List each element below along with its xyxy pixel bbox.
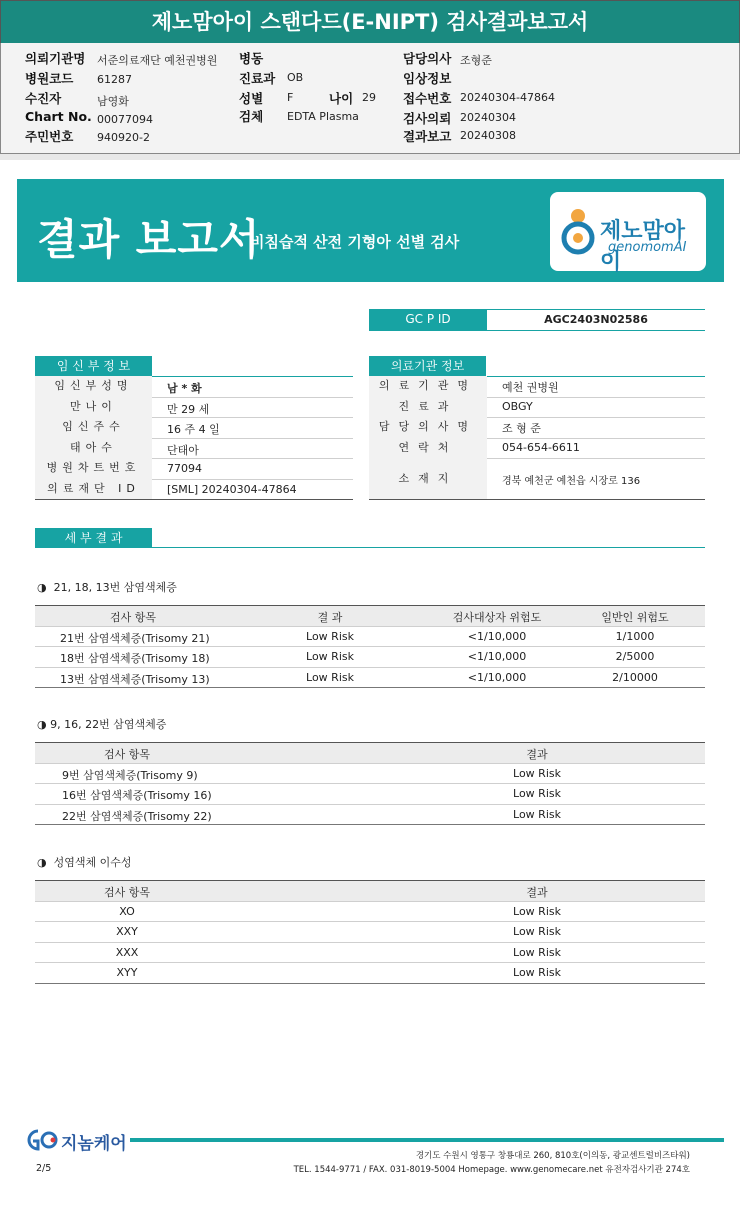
column-header: 결과 — [526, 886, 548, 899]
medical-field-label: 소재지 — [369, 458, 487, 499]
section1-title — [37, 579, 177, 595]
table-cell: 9번 삼염색체증(Trisomy 9) — [62, 768, 198, 782]
receipt-value: 20240304-47864 — [460, 91, 555, 104]
clinical-label: 임상정보 — [403, 71, 452, 86]
column-header: 일반인 위험도 — [601, 611, 669, 624]
receipt-label: 접수번호 — [403, 91, 452, 106]
footer-address: 경기도 수원시 영통구 창룡대로 260, 810호(이의동, 광교센트럴비즈타워) — [415, 1151, 690, 1161]
report-title: 제노맘아이 스탠다드(E-NIPT) 검사결과보고서 — [0, 0, 740, 44]
table-cell: <1/10,000 — [467, 629, 527, 643]
pregnant-info-header: 임 신 부 정 보 — [35, 356, 152, 376]
resident-value: 940920-2 — [97, 131, 150, 144]
row-divider — [35, 921, 705, 922]
institution-label: 의뢰기관명 — [25, 51, 86, 66]
table-cell: 2/5000 — [615, 650, 655, 663]
hospital-code-value: 61287 — [97, 73, 132, 86]
gcp-bottom-line — [369, 330, 705, 331]
pregnant-field-label: 태아수 — [35, 438, 152, 459]
section2-title — [37, 716, 166, 732]
gcp-id-value: AGC2403N02586 — [544, 313, 648, 326]
column-header: 결과 — [526, 748, 548, 761]
column-header: 검사 항목 — [109, 611, 156, 624]
banner-title: 결과 보고서 — [37, 215, 261, 264]
row-divider — [35, 962, 705, 963]
dept-value: OB — [287, 71, 304, 84]
section1-title-text: 21, 18, 13번 삼염색체증 — [53, 581, 177, 594]
row-divider — [35, 783, 705, 784]
resident-label: 주민번호 — [25, 129, 74, 144]
mother-baby-icon — [558, 206, 598, 256]
table-cell: Low Risk — [513, 766, 561, 780]
pregnant-field-value: 단태아 — [167, 443, 199, 457]
medical-field-label: 담당의사명 — [369, 417, 487, 438]
medical-info-header: 의료기관 정보 — [369, 356, 486, 376]
report-date-value: 20240308 — [460, 129, 516, 142]
pregnant-field-value: 만 29 세 — [167, 402, 210, 416]
doctor-label: 담당의사 — [403, 51, 452, 66]
pregnant-field-value: [SML] 20240304-47864 — [167, 482, 297, 496]
genomom-logo — [550, 192, 706, 275]
row-divider — [35, 804, 705, 805]
half-circle-icon: ◑ — [37, 581, 47, 594]
table-cell: Low Risk — [306, 650, 354, 663]
dept-label: 진료과 — [239, 71, 276, 86]
column-header: 결 과 — [317, 611, 343, 624]
chart-value: 00077094 — [97, 113, 153, 126]
request-label: 검사의뢰 — [403, 111, 452, 126]
column-header: 검사 항목 — [103, 886, 150, 899]
table-cell: Low Risk — [306, 670, 354, 684]
medical-field-value: 경북 예천군 예천읍 시장로 136 — [502, 475, 641, 487]
table-cell: Low Risk — [513, 945, 561, 959]
age-label: 나이 — [329, 91, 354, 106]
section2-title-text: 9, 16, 22번 삼염색체증 — [50, 718, 167, 731]
header-separator — [0, 154, 740, 160]
logo-text: 지놈케어 — [61, 1134, 127, 1154]
pregnant-field-label: 만나이 — [35, 397, 152, 418]
medical-field-value: OBGY — [502, 399, 533, 413]
table-cell: 1/1000 — [615, 629, 655, 643]
institution-value: 서준의료재단 예천권병원 — [97, 54, 218, 67]
table-cell: Low Risk — [513, 807, 561, 821]
table-cell: 2/10000 — [612, 670, 658, 684]
footer-line — [130, 1138, 724, 1142]
specimen-label: 검체 — [239, 109, 264, 124]
patient-info-panel — [0, 43, 740, 154]
logo-subtitle: genomomAI — [608, 240, 687, 255]
banner-subtitle: 비침습적 산전 기형아 선별 검사 — [250, 233, 460, 251]
pregnant-field-label: 임신부성명 — [35, 376, 152, 397]
medical-field-value: 조 형 준 — [502, 422, 541, 436]
pregnant-field-label: 임신주수 — [35, 417, 152, 438]
specimen-value: EDTA Plasma — [287, 110, 359, 123]
table-cell: 21번 삼염색체증(Trisomy 21) — [60, 631, 210, 645]
sex-value: F — [287, 91, 294, 104]
ward-label: 병동 — [239, 51, 264, 66]
section3-title-text: 성염색체 이수성 — [53, 856, 132, 869]
pregnant-field-label: 병원차트번호 — [35, 458, 152, 479]
footer-contact: TEL. 1544-9771 / FAX. 031-8019-5004 Homepage. www.genomecare.net 유전자검사기관 274호 — [293, 1165, 690, 1175]
pregnant-field-label: 의료재단 ID — [35, 479, 152, 500]
detail-result-header: 세 부 결 과 — [35, 528, 152, 548]
row-divider — [35, 646, 705, 647]
logo-name: 제노맘아이 — [600, 219, 686, 275]
age-value: 29 — [362, 91, 376, 104]
half-circle-icon: ◑ — [37, 856, 47, 869]
table-cell: <1/10,000 — [467, 670, 527, 684]
table-cell: XXY — [116, 925, 138, 938]
doctor-value: 조형준 — [460, 54, 492, 67]
sex-label: 성별 — [239, 91, 264, 106]
row-divider — [35, 687, 705, 688]
row-divider — [35, 824, 705, 825]
result-banner — [17, 179, 724, 282]
gcp-id-label: GC P ID — [369, 309, 487, 330]
request-value: 20240304 — [460, 111, 516, 124]
header-divider — [35, 901, 705, 902]
table-cell: XYY — [116, 966, 138, 979]
row-divider — [35, 667, 705, 668]
table-cell: 18번 삼염색체증(Trisomy 18) — [60, 652, 210, 665]
table-cell: Low Risk — [513, 966, 561, 979]
medical-field-label: 의료기관명 — [369, 376, 487, 397]
table-cell: Low Risk — [513, 787, 561, 800]
gc-logo-icon — [22, 1127, 60, 1153]
medical-field-value: 054-654-6611 — [502, 440, 580, 454]
header-divider — [35, 763, 705, 764]
medical-field-label: 진료과 — [369, 397, 487, 418]
table-cell: 22번 삼염색체증(Trisomy 22) — [62, 809, 212, 823]
report-date-label: 결과보고 — [403, 129, 452, 144]
page-number: 2/5 — [36, 1163, 52, 1174]
section3-title — [37, 854, 132, 870]
detail-header-line — [35, 547, 705, 548]
table-bottom-line — [35, 499, 353, 500]
collector-label: 수진자 — [25, 91, 62, 106]
row-divider — [35, 983, 705, 984]
column-header: 검사대상자 위험도 — [452, 611, 542, 624]
table-cell: Low Risk — [513, 904, 561, 918]
medical-field-label: 연락처 — [369, 438, 487, 459]
row-divider — [35, 942, 705, 943]
table-cell: Low Risk — [513, 925, 561, 938]
column-header: 검사 항목 — [103, 748, 150, 761]
chart-label: Chart No. — [25, 109, 92, 124]
gcp-top-line — [369, 309, 705, 310]
table-bottom-line — [369, 499, 705, 500]
table-cell: <1/10,000 — [467, 650, 527, 663]
table-cell: 16번 삼염색체증(Trisomy 16) — [62, 789, 212, 802]
header-divider — [35, 626, 705, 627]
table-cell: XXX — [115, 945, 139, 959]
collector-value: 남영화 — [97, 95, 129, 108]
medical-field-value: 예천 권병원 — [502, 381, 559, 395]
pregnant-field-value: 남 * 화 — [167, 382, 202, 395]
pregnant-field-value: 77094 — [167, 462, 202, 475]
table-cell: XO — [119, 904, 135, 918]
half-circle-icon: ◑ — [37, 718, 47, 731]
hospital-code-label: 병원코드 — [25, 71, 74, 86]
table-cell: 13번 삼염색체증(Trisomy 13) — [60, 672, 210, 686]
table-cell: Low Risk — [306, 629, 354, 643]
pregnant-field-value: 16 주 4 일 — [167, 423, 220, 436]
